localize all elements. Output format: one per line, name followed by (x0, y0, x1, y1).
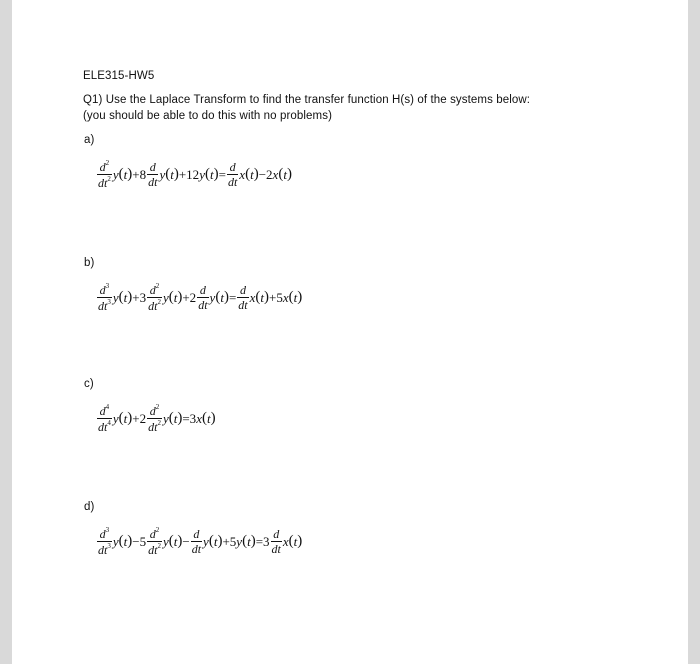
part-c-label: c) (84, 378, 94, 390)
part-d-label: d) (84, 501, 95, 513)
document-page (12, 0, 688, 664)
part-b-equation: $\frac{d^3}{dt^3}$ y ( t ) +3 $\frac{d^2}{dt^2}$ y ( t ) +2 $\frac{d}{dt}$ y ( t ) = $\frac{d}{dt}$ x ( t ) +5 x ( t ) (98, 282, 303, 313)
doc-title: ELE315-HW5 (83, 70, 155, 82)
part-c-equation: $\frac{d^4}{dt^4}$ y ( t ) +2 $\frac{d^2}{dt^2}$ y ( t ) =3 x ( t ) (98, 403, 216, 434)
part-a-equation: $\frac{d^2}{dt^2}$ y ( t ) +8 $\frac{d}{dt}$ y ( t ) +12 y ( t ) = $\frac{d}{dt}$ x ( t ) −2 x ( t ) (98, 159, 292, 190)
question-text: Q1) Use the Laplace Transform to find the transfer function H(s) of the systems below: (83, 94, 531, 106)
question-note: (you should be able to do this with no problems) (83, 110, 332, 122)
part-b-label: b) (84, 257, 95, 269)
part-a-label: a) (84, 134, 95, 146)
part-d-equation: $\frac{d^3}{dt^3}$ y ( t ) −5 $\frac{d^2}{dt^2}$ y ( t ) − $\frac{d}{dt}$ y ( t ) +5 y ( t ) =3 $\frac{d}{dt}$ x ( t ) (98, 526, 303, 557)
